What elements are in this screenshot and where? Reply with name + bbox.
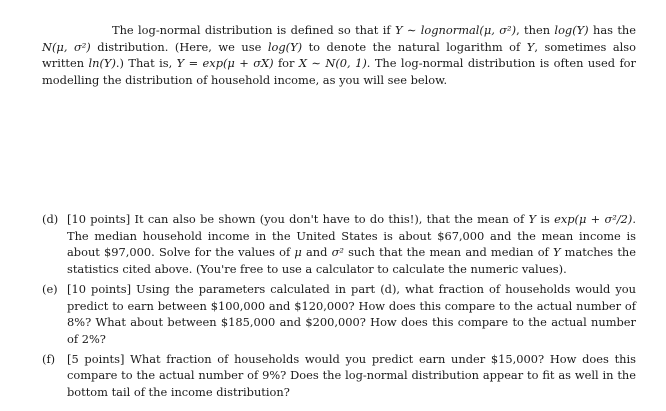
problem-text: . The median household income in the United States is about $67,000 and the mean income is about $97,000. Solve for the values of bbox=[67, 212, 637, 260]
intro-text: . The log-normal distribution is often used for modelling the distribution of household income, as you will see below. bbox=[42, 56, 636, 88]
math-expression: log(Y) bbox=[554, 23, 589, 37]
problem-text: [10 points] It can also be shown (you don't have to do this!), that the mean of bbox=[67, 212, 529, 226]
intro-text: distribution. (Here, we use bbox=[90, 39, 268, 54]
problem-text: is bbox=[536, 212, 555, 226]
intro-text: to denote the natural logarithm of bbox=[302, 39, 527, 54]
problem-list bbox=[42, 211, 636, 404]
problem-text: and bbox=[301, 245, 332, 260]
problem-e bbox=[42, 281, 636, 348]
math-expression: Y bbox=[552, 245, 561, 260]
math-expression: Y = exp(μ + σX) bbox=[176, 56, 274, 71]
problem-tag: (f) bbox=[42, 351, 56, 366]
problem-text: [10 points] Using the parameters calculated in part (d), what fraction of households would you predict to earn between $100,000 and $120,000? How does this compare to the actual number of 8%? What about between $185,000 and $200,000? How does this compare to the actual number of 2%? bbox=[67, 281, 636, 346]
problem-text: [5 points] What fraction of households would you predict earn under $15,000? How does this compare to the actual number of 9%? Does the log-normal distribution appear to fit as well in the bottom tail of the income distribution? bbox=[67, 351, 636, 400]
math-expression: μ bbox=[294, 245, 302, 260]
intro-text: , sometimes also written bbox=[42, 39, 636, 71]
math-expression: σ² bbox=[331, 245, 344, 260]
intro-text: for bbox=[273, 56, 299, 71]
math-expression: log(Y) bbox=[267, 39, 303, 54]
math-expression: ln(Y) bbox=[88, 56, 116, 71]
math-expression: exp(μ + σ²/2) bbox=[554, 212, 633, 226]
intro-text: .) That is, bbox=[115, 56, 177, 71]
problem-tag: (e) bbox=[42, 281, 58, 296]
problem-text: matches the statistics cited above. (You're free to use a calculator to calculate the numeric values). bbox=[67, 245, 636, 277]
math-expression: X ∼ N(0, 1) bbox=[298, 56, 367, 71]
math-expression: Y bbox=[528, 212, 537, 226]
intro-paragraph bbox=[42, 22, 636, 89]
math-expression: N(μ, σ²) bbox=[42, 39, 91, 54]
problem-tag: (d) bbox=[42, 212, 59, 226]
math-expression: Y ∼ lognormal(μ, σ²) bbox=[394, 23, 517, 37]
math-expression: Y bbox=[526, 39, 535, 54]
problem-f bbox=[42, 351, 636, 401]
intro-text: The log-normal distribution is defined so that if bbox=[112, 23, 395, 37]
problem-d bbox=[42, 211, 636, 278]
intro-text: , then bbox=[516, 23, 555, 37]
problem-text: such that the mean and median of bbox=[343, 245, 553, 260]
intro-text: has the bbox=[588, 23, 636, 37]
